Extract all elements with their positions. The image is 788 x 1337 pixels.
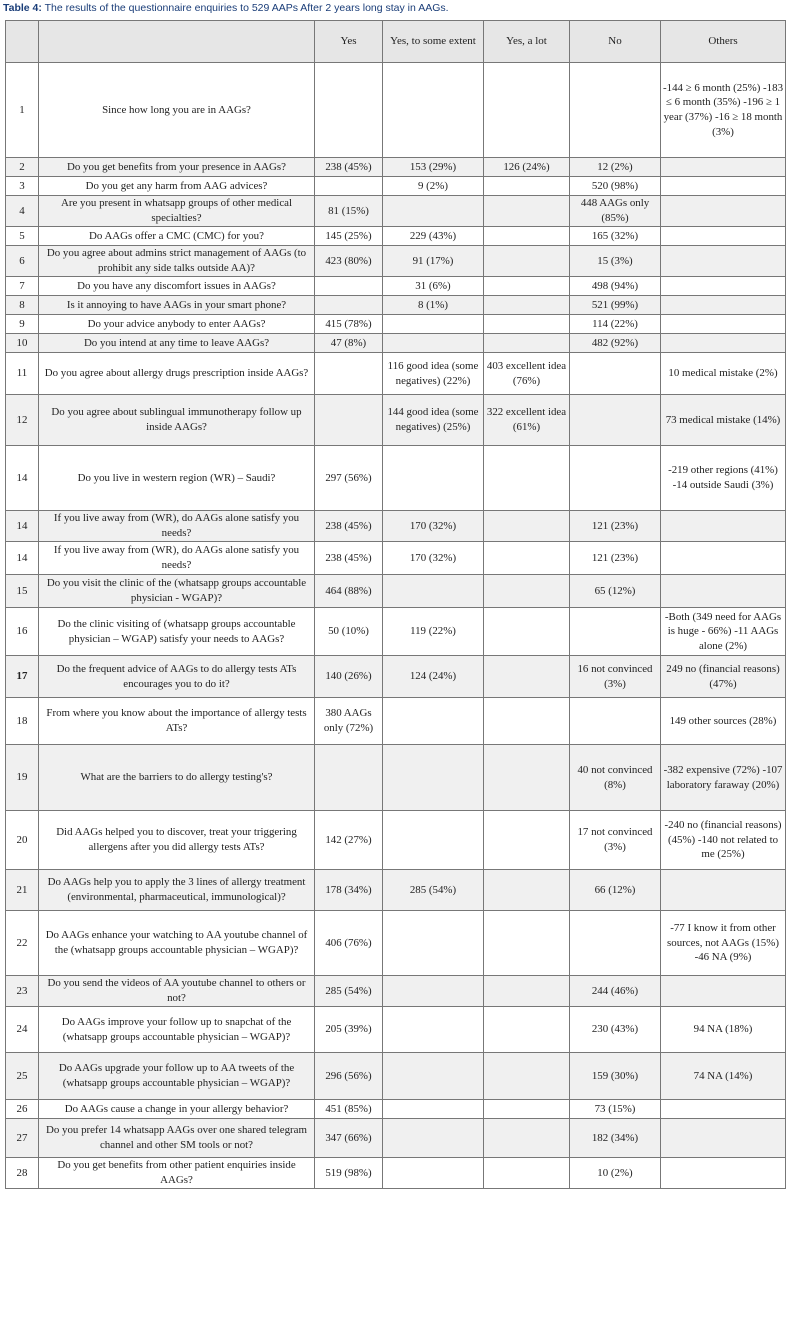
header-yes-a-lot: Yes, a lot — [484, 21, 570, 63]
others-value: 149 other sources (28%) — [661, 698, 786, 745]
question: From where you know about the importance of allergy tests ATs? — [39, 698, 315, 745]
row-number: 14 — [6, 446, 39, 511]
yes-a-lot-value — [484, 1100, 570, 1119]
yes-value: 178 (34%) — [315, 870, 383, 911]
yes-value: 519 (98%) — [315, 1158, 383, 1189]
yes-a-lot-value — [484, 976, 570, 1007]
yes-some-extent-value — [383, 811, 484, 870]
question: Do you get benefits from other patient enquiries inside AAGs? — [39, 1158, 315, 1189]
yes-a-lot-value — [484, 1158, 570, 1189]
caption-text: The results of the questionnaire enquiries to 529 AAPs After 2 years long stay in AAGs. — [41, 2, 449, 14]
others-value: -77 I know it from other sources, not AAGs (15%) -46 NA (9%) — [661, 911, 786, 976]
no-value: 10 (2%) — [570, 1158, 661, 1189]
table-row — [6, 1158, 786, 1189]
row-number: 3 — [6, 177, 39, 196]
no-value: 15 (3%) — [570, 246, 661, 277]
row-number: 10 — [6, 334, 39, 353]
no-value: 230 (43%) — [570, 1007, 661, 1053]
others-value — [661, 1119, 786, 1158]
table-row — [6, 1053, 786, 1100]
yes-a-lot-value — [484, 575, 570, 608]
others-value — [661, 296, 786, 315]
no-value: 448 AAGs only (85%) — [570, 196, 661, 227]
table-row — [6, 395, 786, 446]
row-number: 25 — [6, 1053, 39, 1100]
question: Do you intend at any time to leave AAGs? — [39, 334, 315, 353]
row-number: 22 — [6, 911, 39, 976]
question: Do the clinic visiting of (whatsapp groups accountable physician – WGAP) satisfy your needs to AAGs? — [39, 608, 315, 656]
yes-a-lot-value — [484, 511, 570, 542]
question: Do AAGs improve your follow up to snapchat of the (whatsapp groups accountable physician – WGAP)? — [39, 1007, 315, 1053]
yes-a-lot-value — [484, 698, 570, 745]
no-value: 521 (99%) — [570, 296, 661, 315]
question: Do the frequent advice of AAGs to do allergy tests ATs encourages you to do it? — [39, 656, 315, 698]
no-value — [570, 608, 661, 656]
header-yes-some-extent: Yes, to some extent — [383, 21, 484, 63]
header-row — [6, 21, 786, 63]
table-row — [6, 196, 786, 227]
row-number: 2 — [6, 158, 39, 177]
yes-value: 50 (10%) — [315, 608, 383, 656]
yes-a-lot-value — [484, 63, 570, 158]
question: Do your advice anybody to enter AAGs? — [39, 315, 315, 334]
yes-some-extent-value — [383, 334, 484, 353]
question: Do you agree about allergy drugs prescription inside AAGs? — [39, 353, 315, 395]
yes-value: 238 (45%) — [315, 542, 383, 575]
question: Do you live in western region (WR) – Saudi? — [39, 446, 315, 511]
yes-a-lot-value — [484, 656, 570, 698]
row-number: 20 — [6, 811, 39, 870]
no-value: 498 (94%) — [570, 277, 661, 296]
header-no-answer: No — [570, 21, 661, 63]
yes-some-extent-value — [383, 698, 484, 745]
question: Did AAGs helped you to discover, treat your triggering allergens after you did allergy tests ATs? — [39, 811, 315, 870]
others-value — [661, 334, 786, 353]
table-row — [6, 1007, 786, 1053]
yes-value: 406 (76%) — [315, 911, 383, 976]
no-value: 12 (2%) — [570, 158, 661, 177]
yes-a-lot-value — [484, 1053, 570, 1100]
others-value — [661, 1158, 786, 1189]
header-no — [6, 21, 39, 63]
yes-value: 297 (56%) — [315, 446, 383, 511]
yes-a-lot-value: 126 (24%) — [484, 158, 570, 177]
yes-a-lot-value — [484, 745, 570, 811]
table-row — [6, 575, 786, 608]
table-row — [6, 158, 786, 177]
no-value: 165 (32%) — [570, 227, 661, 246]
yes-value: 464 (88%) — [315, 575, 383, 608]
row-number: 14 — [6, 542, 39, 575]
yes-a-lot-value — [484, 608, 570, 656]
others-value — [661, 870, 786, 911]
others-value — [661, 177, 786, 196]
table-row — [6, 227, 786, 246]
others-value: 73 medical mistake (14%) — [661, 395, 786, 446]
yes-value: 423 (80%) — [315, 246, 383, 277]
row-number: 11 — [6, 353, 39, 395]
question: Are you present in whatsapp groups of other medical specialties? — [39, 196, 315, 227]
question: Do AAGs upgrade your follow up to AA tweets of the (whatsapp groups accountable physician – WGAP)? — [39, 1053, 315, 1100]
table-row — [6, 296, 786, 315]
question: Do you get any harm from AAG advices? — [39, 177, 315, 196]
table-row — [6, 542, 786, 575]
others-value — [661, 575, 786, 608]
others-value: 249 no (financial reasons) (47%) — [661, 656, 786, 698]
caption-label: Table 4: — [3, 2, 42, 14]
others-value — [661, 315, 786, 334]
table-row — [6, 177, 786, 196]
others-value — [661, 1100, 786, 1119]
yes-value — [315, 177, 383, 196]
table-row — [6, 811, 786, 870]
yes-value: 47 (8%) — [315, 334, 383, 353]
table-row — [6, 446, 786, 511]
others-value — [661, 277, 786, 296]
others-value: -Both (349 need for AAGs is huge - 66%) -11 AAGs alone (2%) — [661, 608, 786, 656]
yes-some-extent-value: 31 (6%) — [383, 277, 484, 296]
yes-a-lot-value — [484, 315, 570, 334]
yes-value — [315, 353, 383, 395]
yes-some-extent-value: 285 (54%) — [383, 870, 484, 911]
yes-a-lot-value — [484, 196, 570, 227]
question: Is it annoying to have AAGs in your smart phone? — [39, 296, 315, 315]
row-number: 5 — [6, 227, 39, 246]
no-value: 40 not convinced (8%) — [570, 745, 661, 811]
row-number: 16 — [6, 608, 39, 656]
yes-some-extent-value — [383, 1158, 484, 1189]
table-row — [6, 511, 786, 542]
question: Do you send the videos of AA youtube channel to others or not? — [39, 976, 315, 1007]
yes-value: 140 (26%) — [315, 656, 383, 698]
table-caption — [3, 1, 785, 17]
yes-a-lot-value — [484, 334, 570, 353]
yes-value: 142 (27%) — [315, 811, 383, 870]
question: Do AAGs help you to apply the 3 lines of allergy treatment (environmental, pharmaceutical, immunological)? — [39, 870, 315, 911]
yes-some-extent-value: 119 (22%) — [383, 608, 484, 656]
table-row — [6, 353, 786, 395]
table-row — [6, 1100, 786, 1119]
yes-some-extent-value — [383, 575, 484, 608]
yes-value: 296 (56%) — [315, 1053, 383, 1100]
row-number: 14 — [6, 511, 39, 542]
question: Do AAGs cause a change in your allergy behavior? — [39, 1100, 315, 1119]
others-value — [661, 976, 786, 1007]
table-row — [6, 870, 786, 911]
table-row — [6, 1119, 786, 1158]
row-number: 23 — [6, 976, 39, 1007]
yes-value: 238 (45%) — [315, 158, 383, 177]
no-value — [570, 353, 661, 395]
row-number: 24 — [6, 1007, 39, 1053]
table-row — [6, 976, 786, 1007]
others-value: -219 other regions (41%) -14 outside Saudi (3%) — [661, 446, 786, 511]
no-value — [570, 395, 661, 446]
row-number: 28 — [6, 1158, 39, 1189]
yes-some-extent-value: 229 (43%) — [383, 227, 484, 246]
table-row — [6, 63, 786, 158]
no-value: 114 (22%) — [570, 315, 661, 334]
no-value: 16 not convinced (3%) — [570, 656, 661, 698]
yes-value — [315, 745, 383, 811]
yes-value: 285 (54%) — [315, 976, 383, 1007]
no-value: 121 (23%) — [570, 511, 661, 542]
yes-value: 205 (39%) — [315, 1007, 383, 1053]
yes-some-extent-value: 124 (24%) — [383, 656, 484, 698]
yes-value — [315, 395, 383, 446]
yes-some-extent-value: 153 (29%) — [383, 158, 484, 177]
yes-a-lot-value: 322 excellent idea (61%) — [484, 395, 570, 446]
yes-some-extent-value — [383, 1007, 484, 1053]
table-row — [6, 745, 786, 811]
yes-some-extent-value: 144 good idea (some negatives) (25%) — [383, 395, 484, 446]
yes-some-extent-value: 116 good idea (some negatives) (22%) — [383, 353, 484, 395]
yes-value — [315, 277, 383, 296]
yes-some-extent-value — [383, 1053, 484, 1100]
question: Do AAGs offer a CMC (CMC) for you? — [39, 227, 315, 246]
yes-some-extent-value — [383, 976, 484, 1007]
question: Do you get benefits from your presence in AAGs? — [39, 158, 315, 177]
yes-value: 81 (15%) — [315, 196, 383, 227]
yes-a-lot-value — [484, 1119, 570, 1158]
yes-some-extent-value — [383, 446, 484, 511]
yes-value: 238 (45%) — [315, 511, 383, 542]
row-number: 8 — [6, 296, 39, 315]
question: If you live away from (WR), do AAGs alone satisfy you needs? — [39, 511, 315, 542]
header-question — [39, 21, 315, 63]
row-number: 27 — [6, 1119, 39, 1158]
others-value — [661, 511, 786, 542]
question: Do you prefer 14 whatsapp AAGs over one shared telegram channel and other SM tools or not? — [39, 1119, 315, 1158]
no-value — [570, 911, 661, 976]
no-value: 17 not convinced (3%) — [570, 811, 661, 870]
no-value — [570, 63, 661, 158]
yes-value: 347 (66%) — [315, 1119, 383, 1158]
no-value — [570, 698, 661, 745]
yes-a-lot-value — [484, 177, 570, 196]
no-value: 244 (46%) — [570, 976, 661, 1007]
others-value — [661, 542, 786, 575]
yes-some-extent-value — [383, 315, 484, 334]
row-number: 18 — [6, 698, 39, 745]
others-value — [661, 196, 786, 227]
yes-some-extent-value — [383, 1119, 484, 1158]
question: What are the barriers to do allergy testing's? — [39, 745, 315, 811]
yes-some-extent-value — [383, 745, 484, 811]
row-number: 17 — [6, 656, 39, 698]
question: If you live away from (WR), do AAGs alone satisfy you needs? — [39, 542, 315, 575]
yes-some-extent-value: 9 (2%) — [383, 177, 484, 196]
header-yes: Yes — [315, 21, 383, 63]
yes-value: 415 (78%) — [315, 315, 383, 334]
results-table — [5, 20, 786, 1189]
row-number: 7 — [6, 277, 39, 296]
row-number: 15 — [6, 575, 39, 608]
table-row — [6, 656, 786, 698]
table-row — [6, 246, 786, 277]
yes-a-lot-value — [484, 542, 570, 575]
yes-value — [315, 296, 383, 315]
table-row — [6, 277, 786, 296]
no-value: 121 (23%) — [570, 542, 661, 575]
no-value: 159 (30%) — [570, 1053, 661, 1100]
table-row — [6, 911, 786, 976]
yes-a-lot-value — [484, 296, 570, 315]
question: Do you agree about sublingual immunotherapy follow up inside AAGs? — [39, 395, 315, 446]
yes-some-extent-value: 8 (1%) — [383, 296, 484, 315]
yes-a-lot-value: 403 excellent idea (76%) — [484, 353, 570, 395]
no-value: 65 (12%) — [570, 575, 661, 608]
no-value: 482 (92%) — [570, 334, 661, 353]
yes-some-extent-value — [383, 1100, 484, 1119]
row-number: 1 — [6, 63, 39, 158]
yes-a-lot-value — [484, 870, 570, 911]
table-row — [6, 608, 786, 656]
no-value: 182 (34%) — [570, 1119, 661, 1158]
others-value: -382 expensive (72%) -107 laboratory faraway (20%) — [661, 745, 786, 811]
others-value: 94 NA (18%) — [661, 1007, 786, 1053]
row-number: 12 — [6, 395, 39, 446]
no-value: 520 (98%) — [570, 177, 661, 196]
row-number: 4 — [6, 196, 39, 227]
yes-some-extent-value — [383, 196, 484, 227]
yes-a-lot-value — [484, 246, 570, 277]
yes-value: 145 (25%) — [315, 227, 383, 246]
row-number: 19 — [6, 745, 39, 811]
row-number: 6 — [6, 246, 39, 277]
yes-a-lot-value — [484, 277, 570, 296]
yes-value: 451 (85%) — [315, 1100, 383, 1119]
others-value — [661, 227, 786, 246]
no-value: 73 (15%) — [570, 1100, 661, 1119]
yes-a-lot-value — [484, 1007, 570, 1053]
question: Do you visit the clinic of the (whatsapp groups accountable physician - WGAP)? — [39, 575, 315, 608]
yes-some-extent-value: 170 (32%) — [383, 542, 484, 575]
others-value: -144 ≥ 6 month (25%) -183 ≤ 6 month (35%) -196 ≥ 1 year (37%) -16 ≥ 18 month (3%) — [661, 63, 786, 158]
yes-value: 380 AAGs only (72%) — [315, 698, 383, 745]
others-value — [661, 246, 786, 277]
row-number: 26 — [6, 1100, 39, 1119]
yes-a-lot-value — [484, 446, 570, 511]
table-row — [6, 315, 786, 334]
yes-some-extent-value: 91 (17%) — [383, 246, 484, 277]
yes-some-extent-value — [383, 63, 484, 158]
others-value: 74 NA (14%) — [661, 1053, 786, 1100]
table-row — [6, 334, 786, 353]
others-value — [661, 158, 786, 177]
question: Since how long you are in AAGs? — [39, 63, 315, 158]
others-value: -240 no (financial reasons) (45%) -140 not related to me (25%) — [661, 811, 786, 870]
question: Do you agree about admins strict management of AAGs (to prohibit any side talks outside AA)? — [39, 246, 315, 277]
row-number: 9 — [6, 315, 39, 334]
yes-a-lot-value — [484, 811, 570, 870]
no-value: 66 (12%) — [570, 870, 661, 911]
row-number: 21 — [6, 870, 39, 911]
yes-value — [315, 63, 383, 158]
question: Do you have any discomfort issues in AAGs? — [39, 277, 315, 296]
yes-some-extent-value — [383, 911, 484, 976]
yes-a-lot-value — [484, 227, 570, 246]
table-body — [6, 63, 786, 1189]
table-row — [6, 698, 786, 745]
no-value — [570, 446, 661, 511]
yes-a-lot-value — [484, 911, 570, 976]
header-others: Others — [661, 21, 786, 63]
question: Do AAGs enhance your watching to AA youtube channel of the (whatsapp groups accountable physician – WGAP)? — [39, 911, 315, 976]
yes-some-extent-value: 170 (32%) — [383, 511, 484, 542]
others-value: 10 medical mistake (2%) — [661, 353, 786, 395]
